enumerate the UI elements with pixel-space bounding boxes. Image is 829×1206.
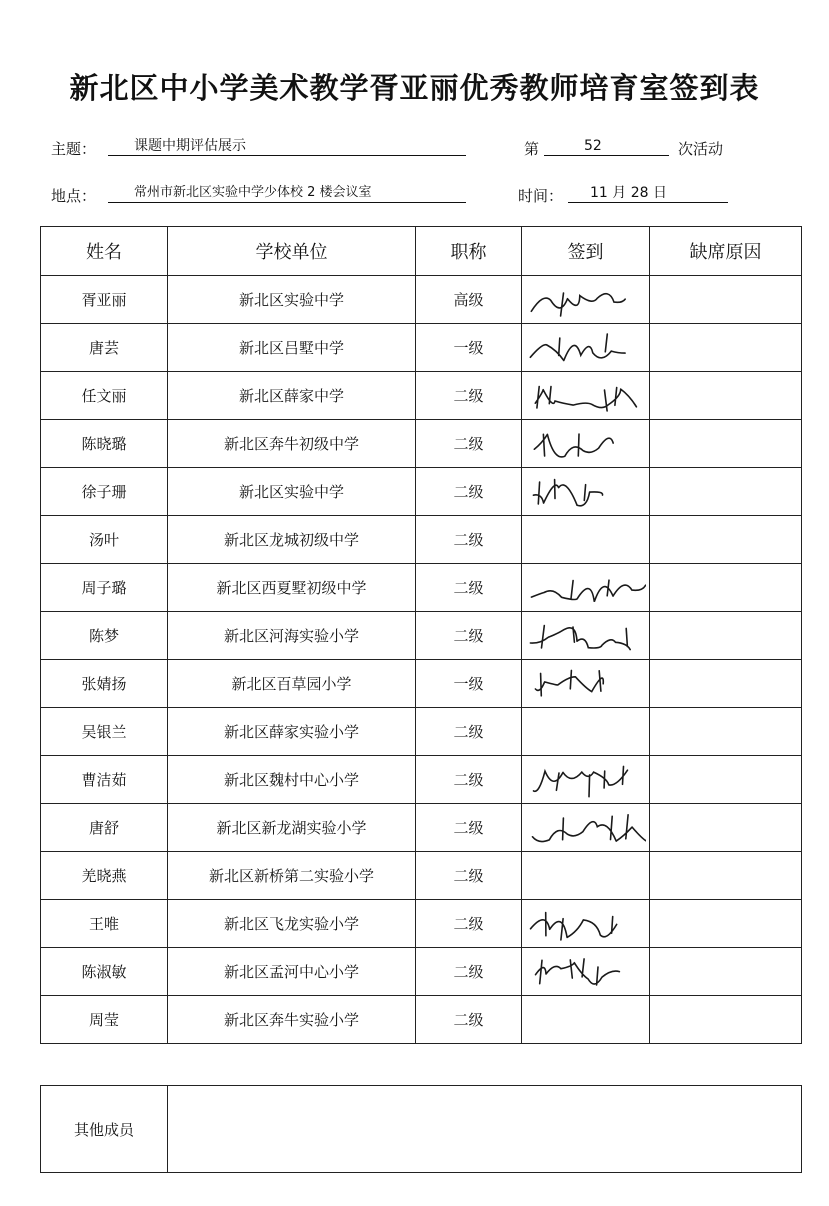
member-school: 新北区孟河中心小学 (168, 948, 416, 996)
absence-reason-cell (650, 804, 802, 852)
member-title: 一级 (416, 324, 522, 372)
table-row (41, 564, 802, 612)
table-row (41, 372, 802, 420)
signature-cell (522, 516, 650, 564)
signature-cell (522, 900, 650, 948)
member-title: 二级 (416, 468, 522, 516)
table-row (41, 948, 802, 996)
member-title: 二级 (416, 516, 522, 564)
table-row (41, 708, 802, 756)
absence-reason-cell (650, 852, 802, 900)
member-name: 羌晓燕 (41, 852, 168, 900)
absence-reason-cell (650, 324, 802, 372)
member-school: 新北区薛家实验小学 (168, 708, 416, 756)
member-name: 张婧扬 (41, 660, 168, 708)
member-name: 王唯 (41, 900, 168, 948)
signature-cell (522, 324, 650, 372)
signature-cell (522, 996, 650, 1044)
location-label: 地点： (51, 187, 97, 205)
absence-reason-cell (650, 468, 802, 516)
absence-reason-cell (650, 660, 802, 708)
absence-reason-cell (650, 276, 802, 324)
signature-cell (522, 852, 650, 900)
member-title: 二级 (416, 420, 522, 468)
location-field: 常州市新北区实验中学少体校 2 楼会议室 (108, 183, 466, 203)
signature-cell (522, 756, 650, 804)
header-absence-reason: 缺席原因 (650, 227, 802, 276)
member-title: 二级 (416, 900, 522, 948)
handwritten-signature (524, 422, 646, 466)
absence-reason-cell (650, 948, 802, 996)
other-members-field (168, 1086, 802, 1173)
handwritten-signature (524, 950, 646, 994)
member-school: 新北区实验中学 (168, 468, 416, 516)
member-title: 二级 (416, 708, 522, 756)
member-school: 新北区河海实验小学 (168, 612, 416, 660)
member-name: 吴银兰 (41, 708, 168, 756)
handwritten-signature (524, 662, 646, 706)
handwritten-signature (524, 566, 646, 610)
member-name: 任文丽 (41, 372, 168, 420)
member-school: 新北区薛家中学 (168, 372, 416, 420)
member-name: 曹洁茹 (41, 756, 168, 804)
absence-reason-cell (650, 516, 802, 564)
member-name: 陈梦 (41, 612, 168, 660)
handwritten-signature (524, 278, 646, 322)
signature-cell (522, 660, 650, 708)
member-title: 二级 (416, 756, 522, 804)
topic-field: 课题中期评估展示 (108, 136, 466, 156)
handwritten-signature (524, 902, 646, 946)
member-title: 二级 (416, 804, 522, 852)
other-members-label: 其他成员 (41, 1086, 168, 1173)
table-row (41, 420, 802, 468)
handwritten-signature (524, 806, 646, 850)
other-members-table (40, 1085, 802, 1173)
member-name: 汤叶 (41, 516, 168, 564)
member-school: 新北区西夏墅初级中学 (168, 564, 416, 612)
session-number: 52 (544, 136, 669, 156)
signature-cell (522, 564, 650, 612)
member-name: 胥亚丽 (41, 276, 168, 324)
table-row (41, 516, 802, 564)
member-name: 周莹 (41, 996, 168, 1044)
signature-cell (522, 420, 650, 468)
absence-reason-cell (650, 420, 802, 468)
signature-cell (522, 804, 650, 852)
header-name: 姓名 (41, 227, 168, 276)
member-school: 新北区龙城初级中学 (168, 516, 416, 564)
sign-in-table (40, 226, 802, 1044)
signature-cell (522, 468, 650, 516)
member-title: 二级 (416, 372, 522, 420)
table-row (41, 276, 802, 324)
absence-reason-cell (650, 564, 802, 612)
member-title: 二级 (416, 996, 522, 1044)
table-row (41, 804, 802, 852)
member-school: 新北区新桥第二实验小学 (168, 852, 416, 900)
member-name: 陈淑敏 (41, 948, 168, 996)
handwritten-signature (524, 470, 646, 514)
table-row (41, 900, 802, 948)
member-name: 陈晓璐 (41, 420, 168, 468)
table-header-row (41, 227, 802, 276)
header-title: 职称 (416, 227, 522, 276)
handwritten-signature (524, 374, 646, 418)
absence-reason-cell (650, 900, 802, 948)
session-prefix: 第 (524, 140, 540, 158)
page-title: 新北区中小学美术教学胥亚丽优秀教师培育室签到表 (69, 71, 760, 105)
handwritten-signature (524, 326, 646, 370)
table-row (41, 996, 802, 1044)
absence-reason-cell (650, 708, 802, 756)
table-row (41, 612, 802, 660)
member-title: 二级 (416, 612, 522, 660)
table-row (41, 852, 802, 900)
session-suffix: 次活动 (678, 140, 724, 158)
member-school: 新北区百草园小学 (168, 660, 416, 708)
signature-cell (522, 948, 650, 996)
table-row (41, 324, 802, 372)
member-name: 唐芸 (41, 324, 168, 372)
member-name: 徐子珊 (41, 468, 168, 516)
member-school: 新北区魏村中心小学 (168, 756, 416, 804)
member-name: 周子璐 (41, 564, 168, 612)
topic-label: 主题： (51, 140, 97, 158)
member-school: 新北区新龙湖实验小学 (168, 804, 416, 852)
time-field: 11 月 28 日 (568, 183, 728, 203)
signature-cell (522, 708, 650, 756)
absence-reason-cell (650, 756, 802, 804)
table-row (41, 756, 802, 804)
table-row (41, 660, 802, 708)
table-row (41, 468, 802, 516)
absence-reason-cell (650, 612, 802, 660)
member-title: 二级 (416, 564, 522, 612)
member-school: 新北区奔牛实验小学 (168, 996, 416, 1044)
time-label: 时间： (518, 187, 564, 205)
header-school: 学校单位 (168, 227, 416, 276)
handwritten-signature (524, 614, 646, 658)
member-school: 新北区奔牛初级中学 (168, 420, 416, 468)
member-title: 一级 (416, 660, 522, 708)
signature-cell (522, 612, 650, 660)
signature-cell (522, 276, 650, 324)
member-school: 新北区实验中学 (168, 276, 416, 324)
member-school: 新北区吕墅中学 (168, 324, 416, 372)
member-title: 二级 (416, 852, 522, 900)
member-title: 高级 (416, 276, 522, 324)
absence-reason-cell (650, 996, 802, 1044)
absence-reason-cell (650, 372, 802, 420)
member-name: 唐舒 (41, 804, 168, 852)
member-school: 新北区飞龙实验小学 (168, 900, 416, 948)
member-title: 二级 (416, 948, 522, 996)
header-signature: 签到 (522, 227, 650, 276)
signature-cell (522, 372, 650, 420)
handwritten-signature (524, 758, 646, 802)
